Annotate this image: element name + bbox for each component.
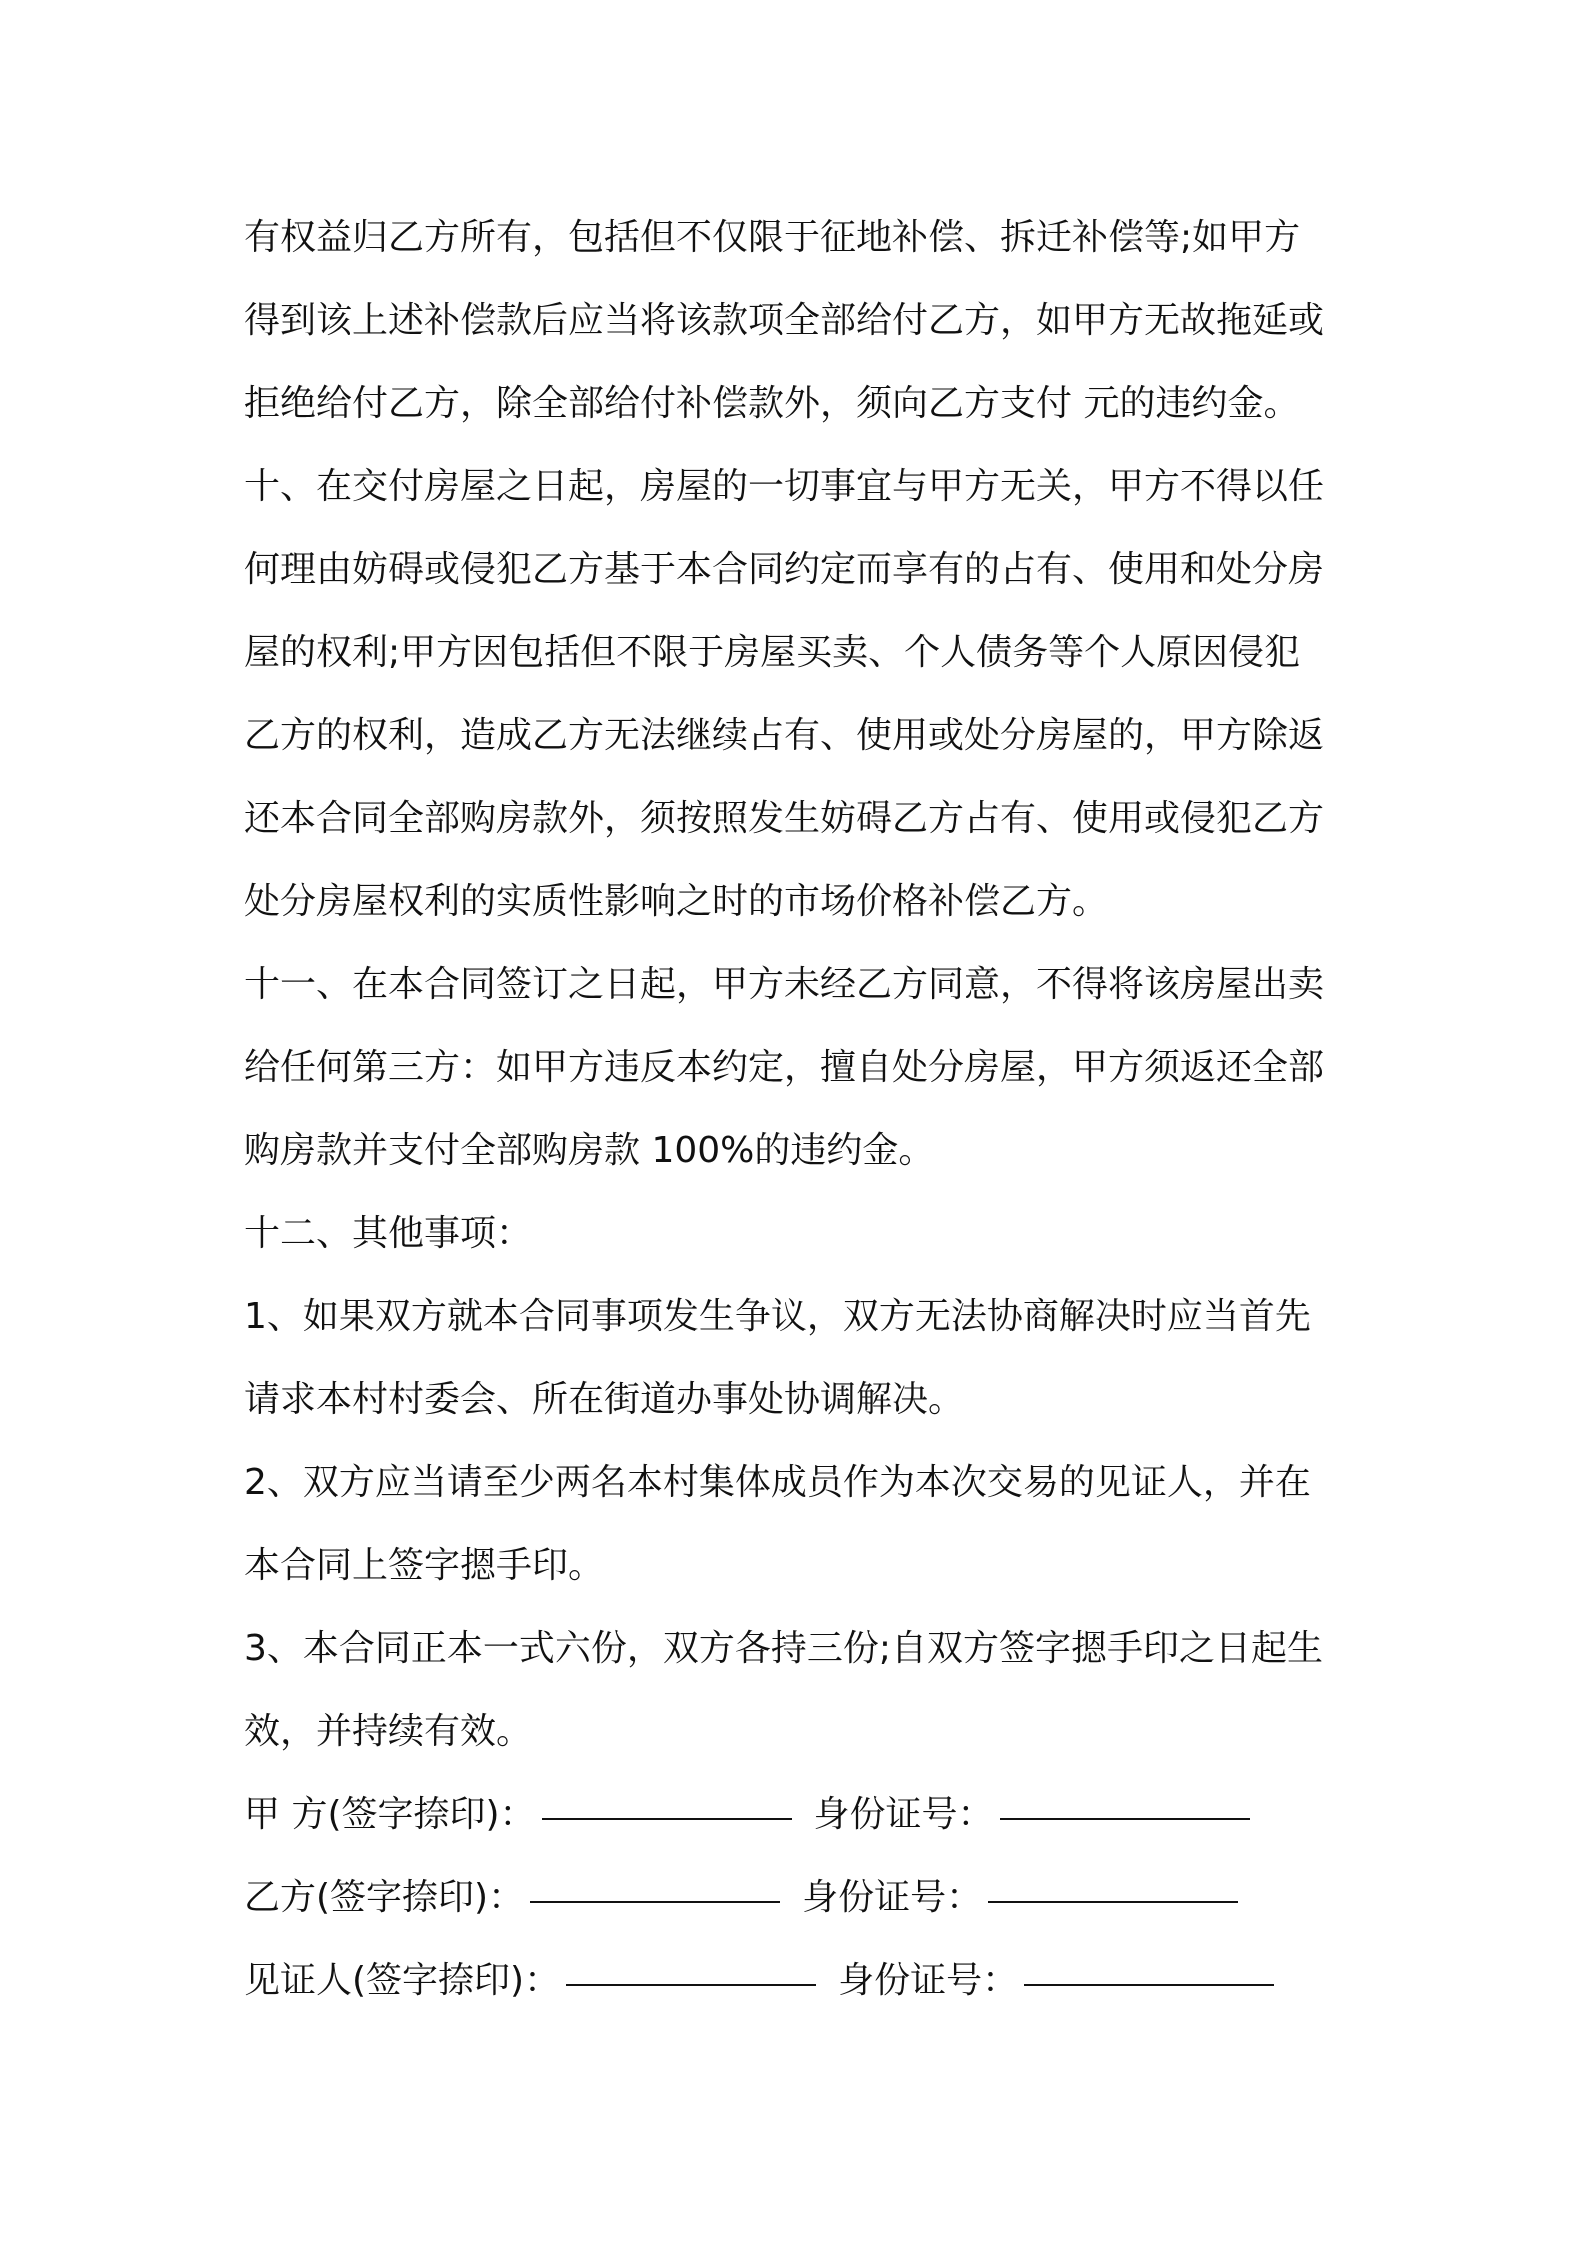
party-b-id-blank — [988, 1871, 1238, 1903]
witness-signature-blank — [566, 1954, 816, 1986]
paragraph-line: 3、本合同正本一式六份，双方各持三份;自双方签字摁手印之日起生 — [244, 1628, 1324, 1669]
section-heading: 十二、其他事项： — [244, 1213, 533, 1254]
paragraph-line: 本合同上签字摁手印。 — [244, 1545, 605, 1586]
party-a-id-label: 身份证号： — [813, 1794, 994, 1835]
paragraph-line: 1、如果双方就本合同事项发生争议，双方无法协商解决时应当首先 — [244, 1296, 1311, 1337]
party-a-signature-blank — [542, 1788, 792, 1820]
paragraph-line: 十一、在本合同签订之日起，甲方未经乙方同意，不得将该房屋出卖 — [244, 964, 1325, 1005]
document-body — [244, 196, 1354, 2022]
witness-id-blank — [1024, 1954, 1274, 1986]
paragraph-line: 效，并持续有效。 — [244, 1711, 533, 1752]
party-a-id-blank — [1000, 1788, 1250, 1820]
paragraph-line: 购房款并支付全部购房款 100%的违约金。 — [244, 1130, 935, 1171]
witness-id-label: 身份证号： — [838, 1960, 1019, 2001]
paragraph-line: 乙方的权利，造成乙方无法继续占有、使用或处分房屋的，甲方除返 — [244, 715, 1325, 756]
paragraph-line: 十、在交付房屋之日起，房屋的一切事宜与甲方无关，甲方不得以任 — [244, 466, 1325, 507]
signature-row-witness — [244, 1939, 1354, 2022]
paragraph-line: 何理由妨碍或侵犯乙方基于本合同约定而享有的占有、使用和处分房 — [244, 549, 1325, 590]
party-b-id-label: 身份证号： — [802, 1877, 983, 1918]
party-a-signature-label: 甲 方(签字捺印)： — [244, 1794, 536, 1835]
signature-row-party-b — [244, 1856, 1354, 1939]
paragraph-line: 给任何第三方：如甲方违反本约定，擅自处分房屋，甲方须返还全部 — [244, 1047, 1325, 1088]
signature-row-party-a — [244, 1773, 1354, 1856]
paragraph-line: 处分房屋权利的实质性影响之时的市场价格补偿乙方。 — [244, 881, 1109, 922]
paragraph-line: 请求本村村委会、所在街道办事处协调解决。 — [244, 1379, 965, 1420]
paragraph-line: 有权益归乙方所有，包括但不仅限于征地补偿、拆迁补偿等;如甲方 — [244, 217, 1301, 258]
paragraph-line: 屋的权利;甲方因包括但不限于房屋买卖、个人债务等个人原因侵犯 — [244, 632, 1301, 673]
paragraph-line: 2、双方应当请至少两名本村集体成员作为本次交易的见证人，并在 — [244, 1462, 1311, 1503]
paragraph-line: 还本合同全部购房款外，须按照发生妨碍乙方占有、使用或侵犯乙方 — [244, 798, 1325, 839]
witness-signature-label: 见证人(签字捺印)： — [244, 1960, 561, 2001]
paragraph-line: 得到该上述补偿款后应当将该款项全部给付乙方，如甲方无故拖延或 — [244, 300, 1325, 341]
paragraph-line: 拒绝给付乙方，除全部给付补偿款外，须向乙方支付 元的违约金。 — [244, 383, 1300, 424]
party-b-signature-blank — [530, 1871, 780, 1903]
party-b-signature-label: 乙方(签字捺印)： — [244, 1877, 525, 1918]
